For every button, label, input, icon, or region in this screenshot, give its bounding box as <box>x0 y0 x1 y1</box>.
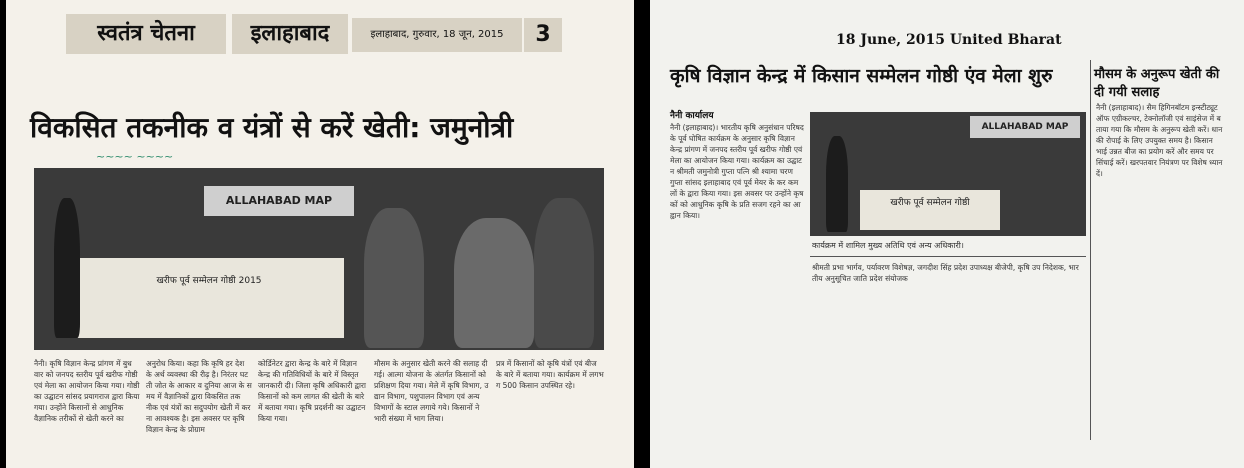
photo-caption: कार्यक्रम में शामिल मुख्य अतिथि एवं अन्य अधिकारी। <box>812 241 964 250</box>
person-figure <box>454 218 534 348</box>
left-body-column-2: अनुरोध किया। कहा कि कृषि हर देश के अर्थ व्यवस्था की रीढ़ है। निरंतर घटती जोत के आकार व दुनिया आज के समय में वैज्ञानिकों द्वारा विकसित तकनीक एवं यंत्रों का सदुपयोग खेती में करना आवश्यक है। इस अवसर पर कृषि विज्ञान केन्द्र के प्रोग्राम <box>146 359 252 434</box>
left-body-column-4: मौसम के अनुसार खेती करने की सलाह दी गई। आत्मा योजना के अंतर्गत किसानों को प्रशिक्षण दिया गया। मेले में कृषि विभाग, उद्यान विभाग, पशुपालन विभाग एवं अन्य विभागों के स्टाल लगाये गये। किसानों ने भारी संख्या में भाग लिया। <box>374 359 489 423</box>
left-body-column-3: कोर्डिनेटर द्वारा केन्द्र के बारे में विज्ञान केन्द्र की गतिविधियों के बारे में विस्तृत जानकारी दी। जिला कृषि अधिकारी द्वारा किसानों को कम लागत की खेती के बारे में बताया गया। कृषि प्रदर्शनी का उद्घाटन किया गया। <box>258 359 366 423</box>
masthead-page-number: 3 <box>524 18 562 52</box>
masthead-dateline: इलाहाबाद, गुरुवार, 18 जून, 2015 <box>352 18 522 52</box>
person-figure <box>826 136 848 232</box>
column-divider <box>1090 60 1091 440</box>
photo-banner: खरीफ पूर्व सम्मेलन गोष्ठी <box>860 190 1000 230</box>
right-headline: कृषि विज्ञान केन्द्र में किसान सम्मेलन गोष्ठी एंव मेला शुरु <box>670 65 1053 87</box>
masthead-paper-name: स्वतंत्र चेतना <box>66 14 226 54</box>
left-newspaper-clipping <box>6 0 634 468</box>
attendee-list: श्रीमती प्रभा भार्गव, पर्यावरण विशेषज्ञ, जगदीश सिंह प्रदेश उपाध्यक्ष बीजेपी, कृषि उप निदेशक, भारतीय अनुसूचित जाति प्रदेश संयोजक <box>812 263 1079 283</box>
caption-divider <box>810 256 1086 257</box>
person-figure <box>54 198 80 338</box>
right-newspaper-clipping <box>650 0 1244 468</box>
byline: नैनी कार्यालय <box>670 111 714 121</box>
person-figure <box>534 198 594 348</box>
masthead-city: इलाहाबाद <box>232 14 348 54</box>
photo-banner: खरीफ पूर्व सम्मेलन गोष्ठी 2015 <box>74 258 344 338</box>
side-article-body: नैनी (इलाहाबाद)। सैम हिगिनबॉटम इन्स्टीट्यूट ऑफ एग्रीकल्चर, टेक्नोलॉजी एवं साइंसेज में बताया गया कि मौसम के अनुरूप खेती करें। धान की रोपाई के लिए उपयुक्त समय है। किसान भाई उन्नत बीज का प्रयोग करें और समय पर सिंचाई करें। खरपतवार नियंत्रण पर विशेष ध्यान दें। <box>1096 103 1223 178</box>
right-dateline: 18 June, 2015 United Bharat <box>836 32 1062 48</box>
right-event-photo <box>810 112 1086 236</box>
map-sign: ALLAHABAD MAP <box>970 116 1080 138</box>
left-body-column-5: प्रत्र में किसानों को कृषि यंत्रों एवं बीज के बारे में बताया गया। कार्यक्रम में लगभग 500 किसान उपस्थित रहे। <box>496 359 604 390</box>
event-photo <box>34 168 604 350</box>
side-headline: मौसम के अनुरूप खेती की दी गयी सलाह <box>1094 67 1220 100</box>
right-body-column-1: नैनी (इलाहाबाद)। भारतीय कृषि अनुसंधान परिषद के पूर्व घोषित कार्यक्रम के अनुसार कृषि विज्ञान केन्द्र प्रांगण में जनपद स्तरीय पूर्व खरीफ गोष्ठी एवं मेला का आयोजन किया गया। कार्यक्रम का उद्घाटन श्रीमती जमुनोत्री गुप्ता पत्नि श्री श्यामा चरण गुप्ता सांसद इलाहाबाद एवं पूर्व मेयर के कर कमलों के द्वारा किया गया। इस अवसर पर उन्होंने कृषकों को आधुनिक कृषि के प्रति सजग रहने का आह्वान किया। <box>670 123 804 220</box>
map-sign: ALLAHABAD MAP <box>204 186 354 216</box>
left-body-column-1: नैनी। कृषि विज्ञान केन्द्र प्रांगण में बुधवार को जनपद स्तरीय पूर्व खरीफ गोष्ठी एवं मेला का आयोजन किया गया। गोष्ठी का उद्घाटन सांसद प्रयागराज द्वारा किया गया। उन्होंने किसानों से आधुनिक वैज्ञानिक तरीकों से खेती करने का <box>34 359 140 423</box>
handwritten-note: ~~~~ ~~~~ <box>96 150 174 163</box>
left-headline: विकसित तकनीक व यंत्रों से करें खेती: जमुनोत्री <box>30 111 514 144</box>
person-figure <box>364 208 424 348</box>
